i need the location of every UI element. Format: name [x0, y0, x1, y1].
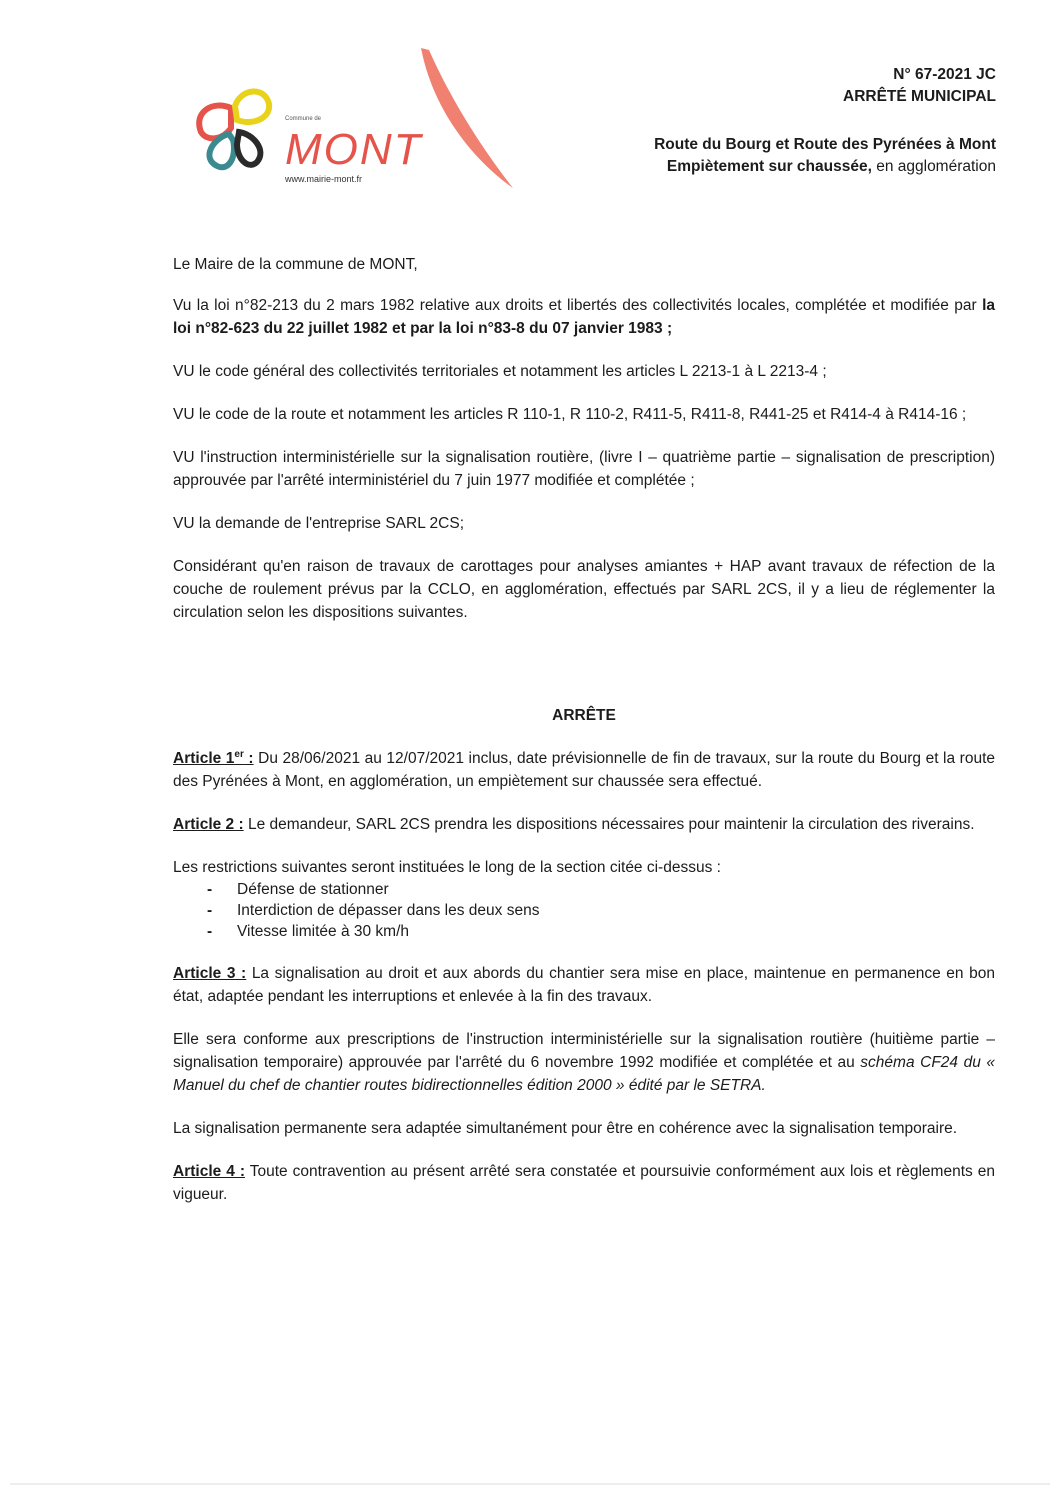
- list-item: - Interdiction de dépasser dans les deux sens: [207, 900, 995, 921]
- document-body: [173, 253, 995, 1206]
- logo-graphic: [183, 40, 528, 200]
- logo-website: www.mairie-mont.fr: [285, 174, 363, 184]
- list-item: - Défense de stationner: [207, 879, 995, 900]
- commune-logo: [183, 40, 528, 200]
- article-4: Article 4 : Toute contravention au présent arrêté sera constatée et poursuivie conformément aux lois et règlements en vigueur.: [173, 1163, 995, 1203]
- vu-paragraph-2: VU le code général des collectivités territoriales et notamment les articles L 2213-1 à L 2213-4 ;: [173, 363, 827, 380]
- article-1: Article 1er : Du 28/06/2021 au 12/07/2021 inclus, date prévisionnelle de fin de travaux, sur la route du Bourg et la route des Pyrénées à Mont, en agglomération, un empiètement sur chaussée sera effectué.: [173, 748, 996, 790]
- considerant-paragraph: Considérant qu'en raison de travaux de carottages pour analyses amiantes + HAP avant travaux de réfection de la couche de roulement prévus par la CCLO, en agglomération, effectués par SARL 2CS, il y a lieu de réglementer la circulation selon les dispositions suivantes.: [173, 558, 995, 621]
- document-header: [654, 64, 996, 178]
- article-4-label: Article 4 :: [173, 1163, 245, 1180]
- logo-name: MONT: [285, 125, 423, 174]
- vu-paragraph-4: VU l'instruction interministérielle sur la signalisation routière, (livre I – quatrième partie – signalisation de prescription) approuvée par l'arrêté interministériel du 7 juin 1977 modifiée et complétée ;: [173, 449, 995, 489]
- article-3-label: Article 3 :: [173, 965, 247, 982]
- scan-edge-line: [10, 1483, 1050, 1485]
- restrictions-intro: Les restrictions suivantes seront instituées le long de la section citée ci-dessus :: [173, 859, 721, 876]
- list-item: - Vitesse limitée à 30 km/h: [207, 921, 995, 942]
- vu-paragraph-1: Vu la loi n°82-213 du 2 mars 1982 relative aux droits et libertés des collectivités locales, complétée et modifiée par la loi n°82-623 du 22 juillet 1982 et par la loi n°83-8 du 07 janvier 1983 ;: [173, 297, 995, 337]
- permanent-signage-paragraph: La signalisation permanente sera adaptée simultanément pour être en cohérence avec la signalisation temporaire.: [173, 1120, 958, 1137]
- intro-line: Le Maire de la commune de MONT,: [173, 256, 418, 273]
- vu-paragraph-5: VU la demande de l'entreprise SARL 2CS;: [173, 515, 465, 532]
- logo-petal-dark-icon: [237, 132, 260, 165]
- article-2-label: Article 2 :: [173, 816, 244, 833]
- decree-title: ARRÊTÉ MUNICIPAL: [843, 88, 996, 105]
- decree-subject-line1: Route du Bourg et Route des Pyrénées à Mont: [654, 136, 996, 153]
- arrete-heading: ARRÊTE: [552, 707, 616, 724]
- logo-petal-yellow-icon: [235, 91, 269, 122]
- restrictions-list: [173, 879, 995, 942]
- logo-small-text: Commune de: [285, 116, 322, 122]
- article-3: Article 3 : La signalisation au droit et aux abords du chantier sera mise en place, maintenue en permanence en bon état, adaptée pendant les interruptions et enlevée à la fin des travaux.: [173, 965, 995, 1005]
- vu-paragraph-3: VU le code de la route et notamment les articles R 110-1, R 110-2, R411-5, R411-8, R441-25 et R414-4 à R414-16 ;: [173, 406, 967, 423]
- decree-number: N° 67-2021 JC: [893, 66, 996, 83]
- logo-swoosh-icon: [421, 48, 513, 188]
- conformity-paragraph: Elle sera conforme aux prescriptions de l'instruction interministérielle sur la signalisation routière (huitième partie – signalisation temporaire) approuvée par l'arrêté du 6 novembre 1992 modifiée et complétée et au schéma CF24 du « Manuel du chef de chantier routes bidirectionnelles édition 2000 » édité par le SETRA.: [173, 1031, 995, 1094]
- decree-subject-line2: Empiètement sur chaussée, en agglomération: [666, 158, 996, 175]
- article-2: Article 2 : Le demandeur, SARL 2CS prendra les dispositions nécessaires pour maintenir la circulation des riverains.: [173, 816, 975, 833]
- article-1-label: Article 1er :: [173, 748, 254, 767]
